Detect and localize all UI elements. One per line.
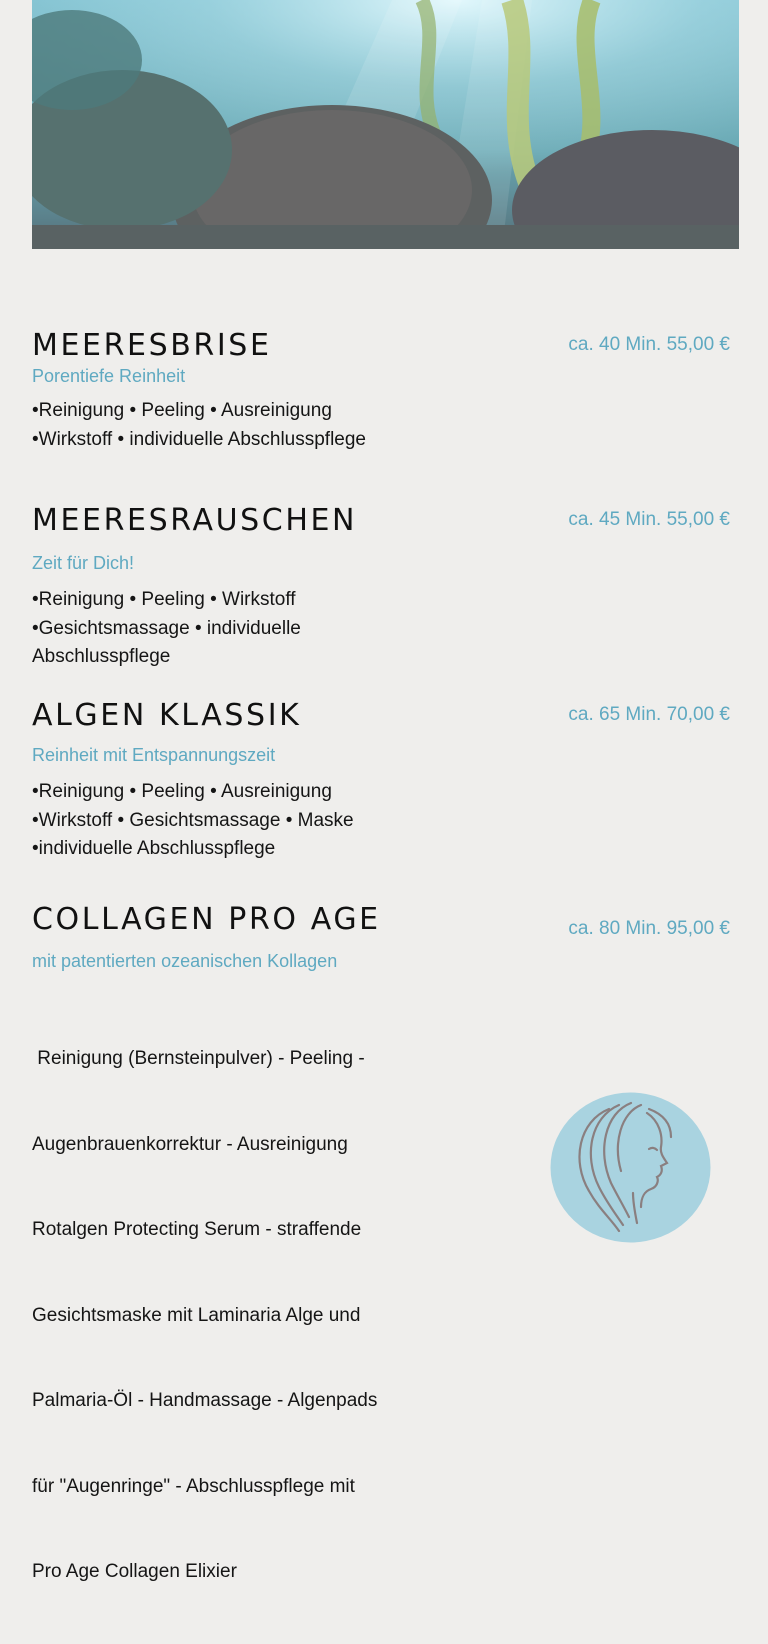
description-line: •Wirkstoff • Gesichtsmassage • Maske [32,809,354,831]
treatment-price: ca. 40 Min. 55,00 € [568,334,730,355]
treatment-title: MEERESRAUSCHEN [32,503,358,538]
treatment-description [32,397,422,454]
treatment-description [32,988,422,1644]
treatment-title: ALGEN KLASSIK [32,698,302,733]
treatment-price: ca. 65 Min. 70,00 € [568,704,730,725]
treatment-title: COLLAGEN PRO AGE [32,902,381,937]
underwater-kelp-image [32,0,739,249]
treatment-subtitle: mit patentierten ozeanischen Kollagen [32,951,338,971]
logo [549,1091,712,1244]
description-line: Augenbrauenkorrektur - Ausreinigung [32,1133,348,1155]
description-line: •Reinigung • Peeling • Wirkstoff [32,589,296,610]
description-line: •Reinigung • Peeling • Ausreinigung [32,781,332,802]
treatment-price: ca. 80 Min. 95,00 € [568,918,730,939]
hero-underwater-image [32,0,739,249]
description-line: Reinigung (Bernsteinpulver) - Peeling - [32,1048,365,1069]
description-line: •Reinigung • Peeling • Ausreinigung [32,400,332,421]
treatment-subtitle: Zeit für Dich! [32,553,135,573]
treatment-price: ca. 45 Min. 55,00 € [568,509,730,530]
woman-face-profile-icon [549,1091,712,1244]
treatment-title: MEERESBRISE [32,328,272,363]
description-line: •individuelle Abschlusspflege [32,838,276,859]
description-line: Gesichtsmaske mit Laminaria Alge und [32,1304,361,1326]
description-line: Pro Age Collagen Elixier [32,1561,237,1582]
treatment-description [32,778,422,864]
treatment-description [32,586,422,672]
description-line: •Wirkstoff • individuelle Abschlusspflege [32,428,367,450]
description-line: für "Augenringe" - Abschlusspflege mit [32,1475,355,1497]
treatment-subtitle: Reinheit mit Entspannungszeit [32,745,276,765]
treatment-subtitle: Porentiefe Reinheit [32,366,186,386]
description-line: Palmaria-Öl - Handmassage - Algenpads [32,1390,378,1411]
description-line: Abschlusspflege [32,646,171,667]
description-line: •Gesichtsmassage • individuelle [32,617,301,639]
description-line: Rotalgen Protecting Serum - straffende [32,1219,362,1240]
